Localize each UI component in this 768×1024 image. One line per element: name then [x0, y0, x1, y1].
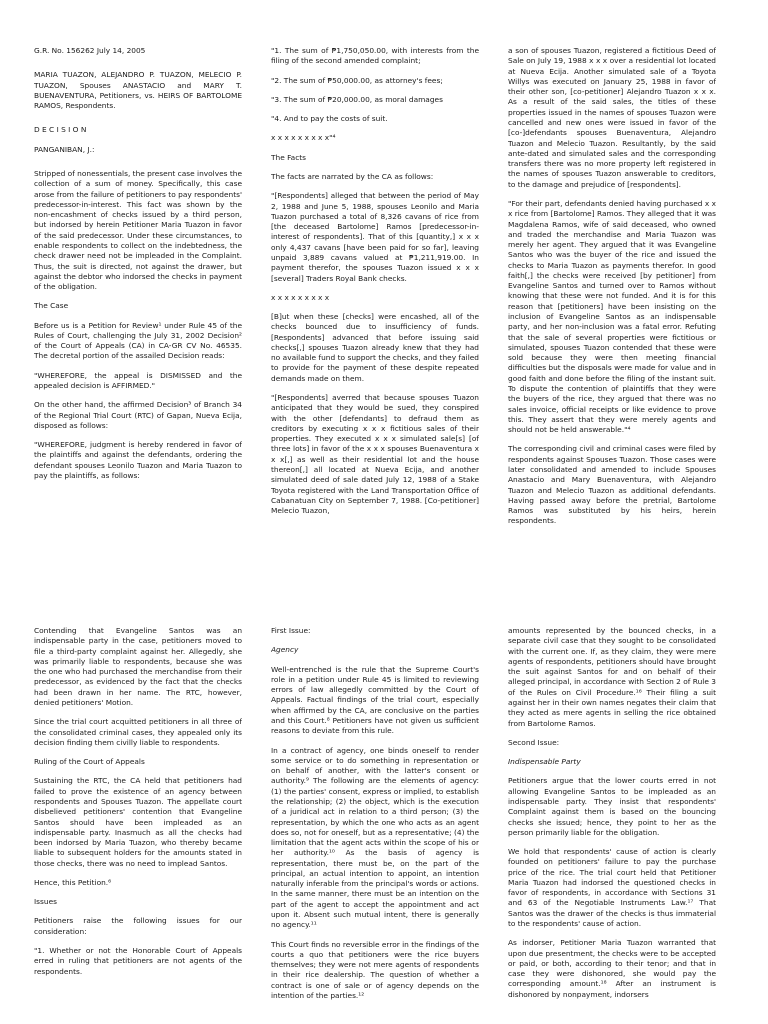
paragraph: This Court finds no reversible error in the findings of the courts a quo that petitioners were the rice buyers themselves; they were not mere agents of respondents in their rice dealership. The question of whether a contract is one of sale or of agency depends on the intention of the parties.¹²	[271, 939, 479, 1000]
paragraph: Hence, this Petition.⁶	[34, 877, 112, 887]
paragraph: x x x x x x x x x"⁴	[271, 133, 336, 143]
paragraph: Since the trial court acquitted petitioners in all three of the consolidated criminal cases, they appealed only its decision finding them civilly liable to respondents.	[34, 717, 242, 747]
column-bottom-left	[34, 626, 242, 1024]
paragraph: amounts represented by the bounced checks, in a separate civil case that they sought to be consolidated with the current one. If, as they claim, they were mere agents of respondents, petitioners should have brought the suit against Santos for and on behalf of their alleged principal, in accordance with Section 2 of Rule 3 of the Rules on Civil Procedure.¹⁶ Their filing a suit against her in their own names negates their claim that they acted as mere agents in selling the rice obtained from Bartolome Ramos.	[508, 626, 716, 728]
paragraph: The corresponding civil and criminal cases were filed by respondents against Spouses Tuazon. Those cases were later consolidated and amended to include Spouses Anastacio and Mary Buenaventura, with Alejandro Tuazon and Melecio Tuazon as additional defendants. Having passed away before the pretrial, Bartolome Ramos was substituted by his heirs, herein respondents.	[508, 444, 716, 526]
paragraph: The Case	[34, 301, 69, 311]
paragraph: The facts are narrated by the CA as follows:	[271, 171, 434, 181]
paragraph: "2. The sum of ₱50,000.00, as attorney's fees;	[271, 75, 443, 85]
column-bottom-right	[508, 626, 716, 1024]
paragraph: "3. The sum of ₱20,000.00, as moral damages	[271, 94, 443, 104]
paragraph: "1. Whether or not the Honorable Court of Appeals erred in ruling that petitioners are not agents of the respondents.	[34, 946, 242, 976]
column-bottom-middle	[271, 626, 479, 1024]
paragraph: Issues	[34, 897, 57, 907]
paragraph: Stripped of nonessentials, the present case involves the collection of a sum of money. Specifically, this case arose from the failure of petitioners to pay respondents' predecessor-in-interest. This fact was shown by the non-encashment of checks issued by a third person, but indorsed by herein Petitioner Maria Tuazon in favor of the said predecessor. Under these circumstances, to enable respondents to collect on the indebtedness, the check drawer need not be impleaded in the Complaint. Thus, the suit is directed, not against the drawer, but against the debtor who indorsed the checks in payment of the obligation.	[34, 168, 242, 292]
paragraph: "4. And to pay the costs of suit.	[271, 114, 388, 124]
paragraph: As indorser, Petitioner Maria Tuazon warranted that upon due presentment, the checks were to be accepted or paid, or both, according to their tenor; and that in case they were dishonored, she would pay the corresponding amount.¹⁸ After an instrument is dishonored by nonpayment, indorsers	[508, 938, 716, 999]
paragraph: Contending that Evangeline Santos was an indispensable party in the case, petitioners moved to file a third-party complaint against her. Allegedly, she was primarily liable to respondents, because she was the one who had purchased the merchandise from their predecessor, as evidenced by the fact that the checks had been drawn in her name. The RTC, however, denied petitioners' Motion.	[34, 626, 242, 707]
paragraph: D E C I S I O N	[34, 125, 87, 135]
paragraph: The Facts	[271, 152, 307, 162]
paragraph: "WHEREFORE, the appeal is DISMISSED and the appealed decision is AFFIRMED."	[34, 370, 242, 391]
paragraph: Petitioners raise the following issues for our consideration:	[34, 916, 242, 936]
paragraph: MARIA TUAZON, ALEJANDRO P. TUAZON, MELECIO P. TUAZON, Spouses ANASTACIO and MARY T. BUENAVENTURA, Petitioners, vs. HEIRS OF BARTOLOME RAMOS, Respondents.	[34, 70, 242, 111]
column-top-middle	[271, 46, 479, 566]
paragraph: First Issue:	[271, 626, 311, 635]
paragraph: We hold that respondents' cause of action is clearly founded on petitioners' failure to pay the purchase price of the rice. The trial court held that Petitioner Maria Tuazon had indorsed the questioned checks in favor of respondents, in accordance with Sections 31 and 63 of the Negotiable Instruments Law.¹⁷ That Santos was the drawer of the checks is thus immaterial to the respondents' cause of action.	[508, 847, 716, 929]
column-top-right	[508, 46, 716, 566]
paragraph: "[Respondents] alleged that between the period of May 2, 1988 and June 5, 1988, spouses Leonilo and Maria Tuazon purchased a total of 8,326 cavans of rice from [the deceased Bartolome] Ramos [predecessor-in-interest of respondents]. That of this [quantity,] x x x only 4,437 cavans [have been paid for so far], leaving unpaid 3,889 cavans valued at ₱1,211,919.00. In payment therefor, the spouses Tuazon issued x x x [several] Traders Royal Bank checks.	[271, 191, 479, 283]
column-top-left	[34, 46, 242, 566]
paragraph: PANGANIBAN, J.:	[34, 144, 95, 154]
paragraph: Agency	[271, 645, 299, 655]
paragraph: On the other hand, the affirmed Decision³ of Branch 34 of the Regional Trial Court (RTC) of Gapan, Nueva Ecija, disposed as follows:	[34, 400, 242, 430]
paragraph: "[Respondents] averred that because spouses Tuazon anticipated that they would be sued, they conspired with the other [defendants] to defraud them as creditors by executing x x x fictitious sales of their properties. They executed x x x simulated sale[s] [of three lots] in favor of the x x x spouses Buenaventura x x x[,] as well as their residential lot and the house thereon[,] all located at Nueva Ecija, and another simulated deed of sale dated July 12, 1988 of a Stake Toyota registered with the Land Transportation Office of Cabanatuan City on September 7, 1988. [Co-petitioner] Melecio Tuazon,	[271, 393, 479, 516]
paragraph: Petitioners argue that the lower courts erred in not allowing Evangeline Santos to be impleaded as an indispensable party. They insist that respondents' Complaint against them is based on the bouncing checks she issued; hence, they point to her as the person primarily liable for the obligation.	[508, 776, 716, 837]
paragraph: x x x x x x x x x	[271, 292, 330, 302]
paragraph: In a contract of agency, one binds oneself to render some service or to do something in representation or on behalf of another, with the latter's consent or authority.⁹ The following are the elements of agency: (1) the parties' consent, express or implied, to establish the relationship; (2) the object, which is the execution of a juridical act in relation to a third person; (3) the representation, by which the one who acts as an agent does so, not for oneself, but as a representative; (4) the limitation that the agent acts within the scope of his or her authority.¹⁰ As the basis of agency is representation, there must be, on the part of the principal, an actual intention to appoint, an intention naturally inferable from the principal's words or actions. In the same manner, there must be an intention on the part of the agent to accept the appointment and act upon it. Absent such mutual intent, there is generally no agency.¹¹	[271, 745, 479, 930]
paragraph: Sustaining the RTC, the CA held that petitioners had failed to prove the existence of an agency between respondents and Spouses Tuazon. The appellate court disbelieved petitioners' contention that Evangeline Santos should have been impleaded as an indispensable party. Inasmuch as all the checks had been indorsed by Maria Tuazon, who thereby became liable to subsequent holders for the amounts stated in those checks, there was no need to implead Santos.	[34, 776, 242, 868]
paragraph: Ruling of the Court of Appeals	[34, 757, 145, 767]
paragraph: G.R. No. 156262 July 14, 2005	[34, 46, 146, 55]
paragraph: Indispensable Party	[508, 757, 581, 767]
paragraph: "For their part, defendants denied having purchased x x x rice from [Bartolome] Ramos. They alleged that it was Magdalena Ramos, wife of said deceased, who owned and traded the merchandise and Maria Tuazon was merely her agent. They argued that it was Evangeline Santos who was the buyer of the rice and issued the checks to Maria Tuazon as payments therefor. In good faith[,] the checks were received [by petitioner] from Evangeline Santos and turned over to Ramos without knowing that these were not funded. And it is for this reason that [petitioners] have been insisting on the inclusion of Evangeline Santos as an indispensable party, and her non-inclusion was a fatal error. Refuting that the sale of several properties were fictitious or simulated, spouses Tuazon contended that these were sold because they were then meeting financial difficulties but the disposals were made for value and in good faith and done before the filing of the instant suit. To dispute the contention of plaintiffs that they were the buyers of the rice, they argued that there was no sales invoice, official receipts or like evidence to prove this. They assert that they were merely agents and should not be held answerable."⁴	[508, 198, 716, 435]
paragraph: "1. The sum of ₱1,750,050.00, with interests from the filing of the second amended complaint;	[271, 46, 479, 66]
paragraph: Well-entrenched is the rule that the Supreme Court's role in a petition under Rule 45 is limited to reviewing errors of law allegedly committed by the Court of Appeals. Factual findings of the trial court, especially when affirmed by the CA, are conclusive on the parties and this Court.⁸ Petitioners have not given us sufficient reasons to deviate from this rule.	[271, 664, 479, 736]
paragraph: "WHEREFORE, judgment is hereby rendered in favor of the plaintiffs and against the defendants, ordering the defendant spouses Leonilo Tuazon and Maria Tuazon to pay the plaintiffs, as follows:	[34, 440, 242, 480]
paragraph: [B]ut when these [checks] were encashed, all of the checks bounced due to insufficiency of funds. [Respondents] advanced that before issuing said checks[,] spouses Tuazon already knew that they had no available fund to support the checks, and they failed to provide for the payment of these despite repeated demands made on them.	[271, 312, 479, 383]
paragraph: a son of spouses Tuazon, registered a fictitious Deed of Sale on July 19, 1988 x x x over a residential lot located at Nueva Ecija. Another simulated sale of a Toyota Willys was executed on January 25, 1988 in favor of their other son, [co-petitioner] Alejandro Tuazon x x x. As a result of the said sales, the titles of these properties issued in the names of spouses Tuazon were cancelled and new ones were issued in favor of the [co-]defendants spouses Buenaventura, Alejandro Tuazon and Melecio Tuazon. Resultantly, by the said ante-dated and simulated sales and the corresponding transfers there was no more property left registered in the names of spouses Tuazon answerable to creditors, to the damage and prejudice of [respondents].	[508, 46, 716, 189]
paragraph: Second Issue:	[508, 737, 560, 747]
paragraph: Before us is a Petition for Review¹ under Rule 45 of the Rules of Court, challenging the July 31, 2002 Decision² of the Court of Appeals (CA) in CA-GR CV No. 46535. The decretal portion of the assailed Decision reads:	[34, 320, 242, 361]
